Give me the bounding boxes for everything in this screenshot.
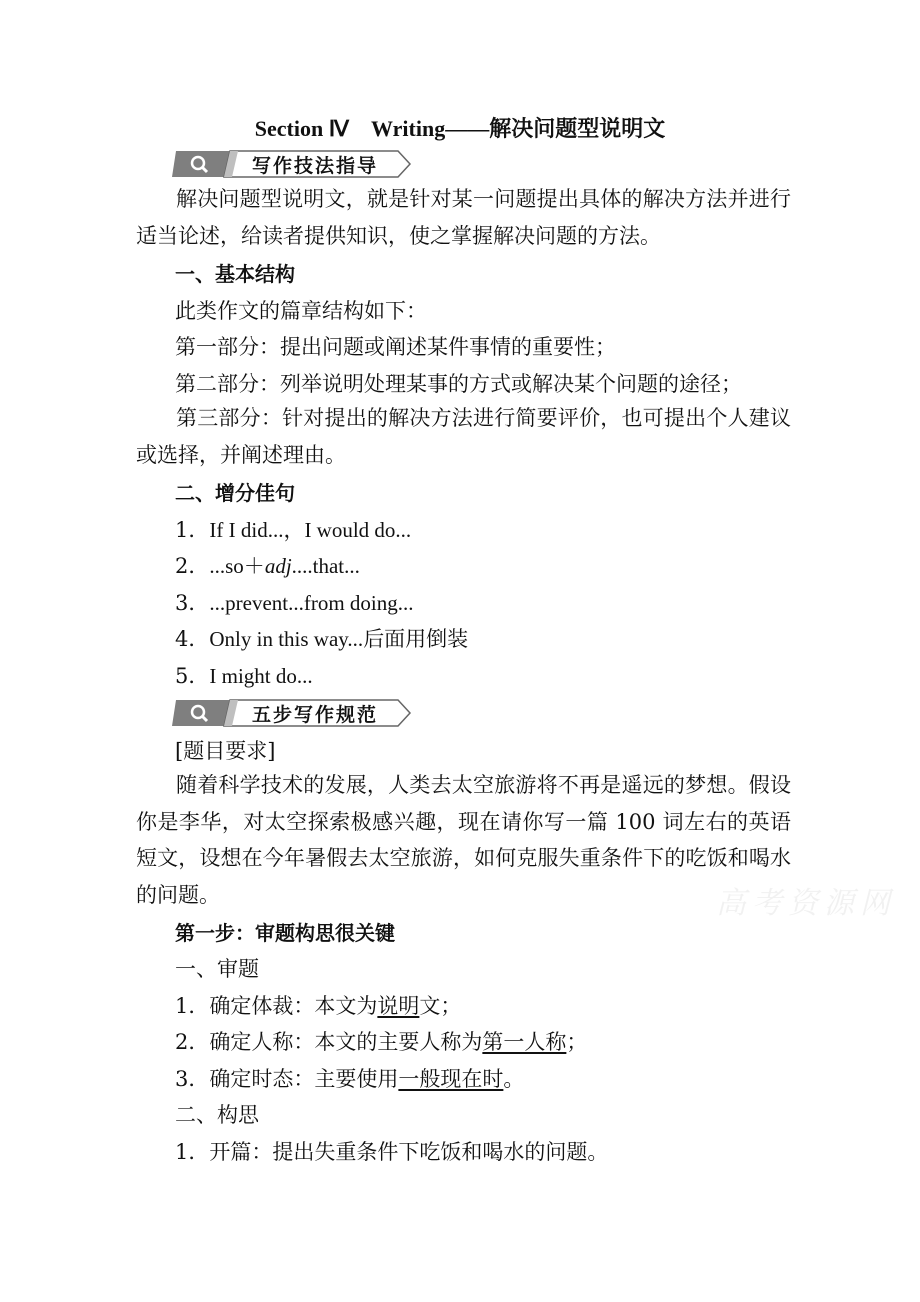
sentence-item bbox=[175, 554, 360, 578]
banner-label: 写作技法指导 bbox=[252, 155, 379, 177]
review-text: 3．确定时态：主要使用 bbox=[175, 1067, 399, 1091]
title-text: Writing——解决问题型说明文 bbox=[371, 116, 666, 141]
sentence-item bbox=[175, 627, 468, 651]
sentence-text: Only in this way... bbox=[209, 627, 364, 651]
review-item-tense bbox=[175, 1067, 524, 1091]
structure-part-3: 第三部分：针对提出的解决方法进行简要评价，也可提出个人建议或选择，并阐述理由。 bbox=[136, 406, 791, 467]
sentence-item bbox=[175, 591, 414, 615]
review-text: 1．确定体裁：本文为 bbox=[175, 994, 378, 1018]
sentence-item bbox=[175, 518, 411, 542]
banner-writing-skills bbox=[172, 149, 412, 179]
sentence-text: ....that... bbox=[291, 554, 360, 578]
task-paragraph: 随着科学技术的发展，人类去太空旅游将不再是遥远的梦想。假设你是李华，对太空探索极感兴趣，现在请你写一篇 100 词左右的英语短文，设想在今年暑假去太空旅游，如何克服失重条件下的吃饭和喝水的问题。 bbox=[136, 773, 791, 907]
plan-heading: 二、构思 bbox=[175, 1103, 259, 1127]
watermark: 高考资源网 bbox=[716, 886, 896, 921]
sentence-number: 4． bbox=[175, 627, 210, 651]
answer-underlined: 一般现在时 bbox=[398, 1067, 504, 1091]
sentence-number: 2． bbox=[175, 554, 210, 578]
page-title bbox=[0, 112, 920, 143]
plan-item-opening: 1．开篇：提出失重条件下吃饭和喝水的问题。 bbox=[175, 1140, 609, 1164]
structure-part-1: 第一部分：提出问题或阐述某件事情的重要性； bbox=[175, 335, 616, 359]
sentence-text: ...prevent...from doing... bbox=[209, 591, 414, 615]
review-text: ； bbox=[566, 1030, 588, 1054]
review-item-genre bbox=[175, 994, 461, 1018]
sentences-heading: 二、增分佳句 bbox=[175, 481, 295, 505]
sentence-text: If I did...，I would do... bbox=[209, 518, 412, 542]
review-heading: 一、审题 bbox=[175, 957, 259, 981]
answer-underlined: 第一人称 bbox=[482, 1030, 567, 1054]
structure-lead: 此类作文的篇章结构如下： bbox=[175, 299, 427, 323]
structure-part-2: 第二部分：列举说明处理某事的方式或解决某个问题的途径； bbox=[175, 372, 742, 396]
sentence-text: ...so＋ bbox=[209, 554, 265, 578]
review-text: 文； bbox=[419, 994, 462, 1018]
sentence-number: 5． bbox=[175, 664, 210, 688]
sentence-item bbox=[175, 664, 313, 688]
step1-heading: 第一步：审题构思很关键 bbox=[175, 921, 395, 945]
review-text: 。 bbox=[503, 1067, 525, 1091]
section-number: Section Ⅳ bbox=[254, 116, 350, 141]
banner-five-steps bbox=[172, 698, 412, 728]
sentence-number: 1． bbox=[175, 518, 210, 542]
review-text: 2．确定人称：本文的主要人称为 bbox=[175, 1030, 483, 1054]
sentence-text-italic: adj bbox=[264, 554, 292, 578]
banner-label: 五步写作规范 bbox=[252, 704, 379, 726]
review-item-person bbox=[175, 1030, 587, 1054]
answer-underlined: 说明 bbox=[377, 994, 420, 1018]
structure-heading: 一、基本结构 bbox=[175, 262, 295, 286]
sentence-text: I might do... bbox=[209, 664, 313, 688]
task-label: [题目要求] bbox=[175, 739, 276, 763]
sentence-number: 3． bbox=[175, 591, 210, 615]
sentence-note: 后面用倒装 bbox=[363, 627, 469, 651]
intro-paragraph: 解决问题型说明文，就是针对某一问题提出具体的解决方法并进行适当论述，给读者提供知识，使之掌握解决问题的方法。 bbox=[136, 187, 791, 248]
